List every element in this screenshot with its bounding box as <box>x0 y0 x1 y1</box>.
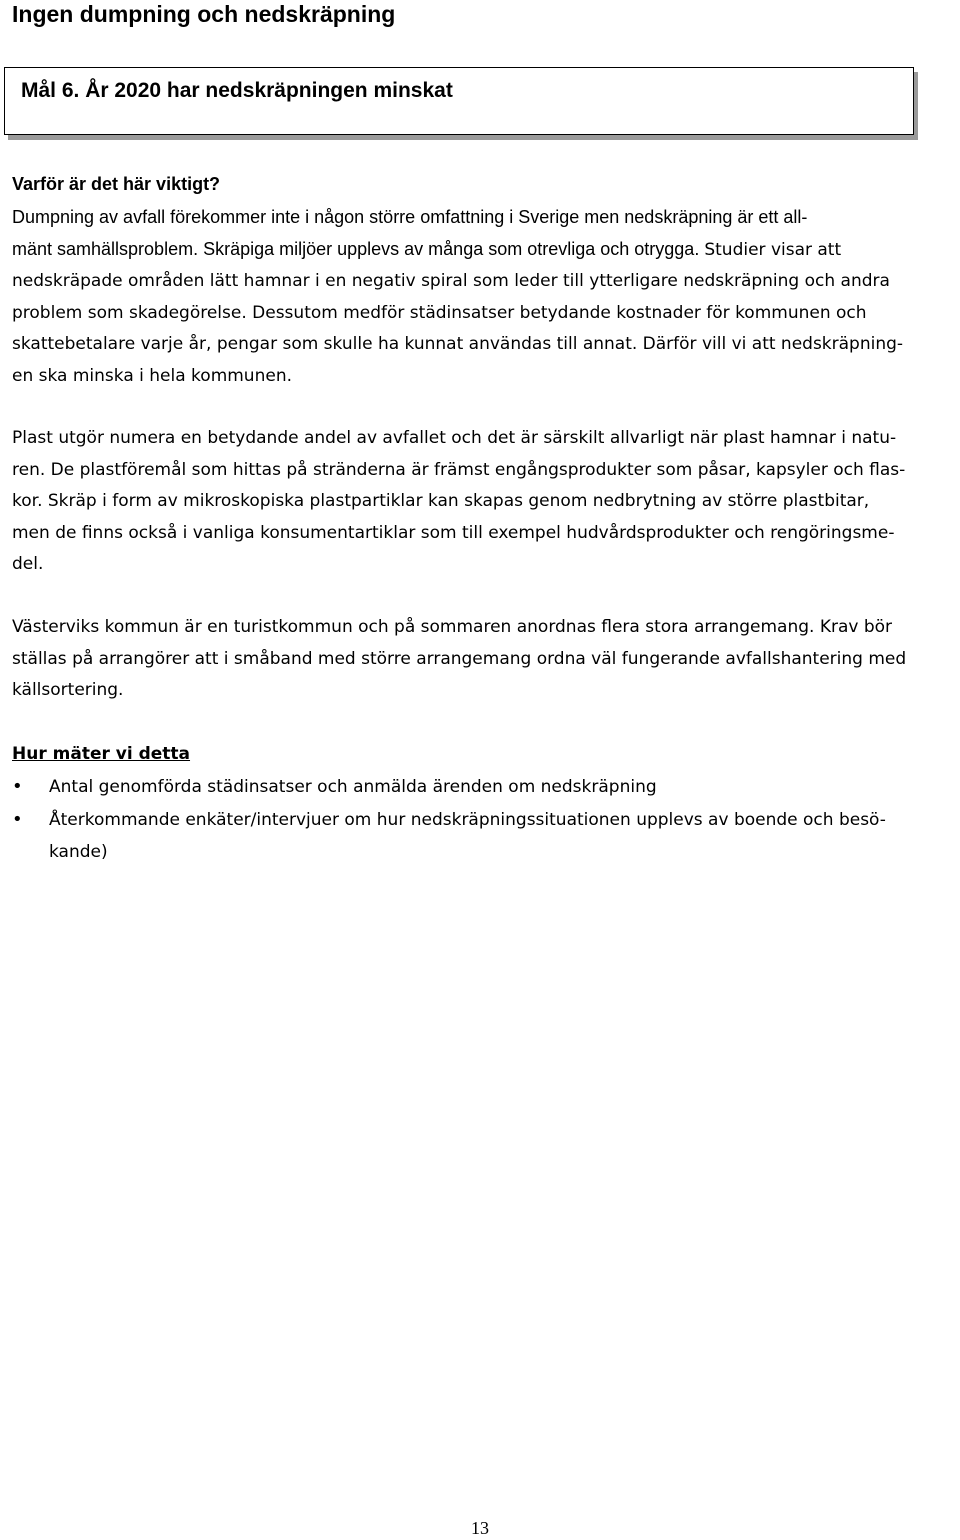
why-paragraph-2 <box>12 423 905 581</box>
paragraph-line: ren. De plastföremål som hittas på stränderna är främst engångsprodukter som påsar, kapsyler och flas- <box>12 459 906 480</box>
list-item <box>12 804 886 868</box>
paragraph-line: ställas på arrangörer att i småband med större arrangemang ordna väl fungerande avfallshantering med <box>12 648 907 669</box>
paragraph-line: skattebetalare varje år, pengar som skulle ha kunnat användas till annat. Därför vill vi att nedskräpning- <box>12 334 904 354</box>
paragraph-line: men de finns också i vanliga konsumentartiklar som till exempel hudvårdsprodukter och rengöringsme- <box>12 522 895 543</box>
paragraph-line: Västerviks kommun är en turistkommun och på sommaren anordnas flera stora arrangemang. Krav bör <box>12 617 893 637</box>
paragraph-line: en ska minska i hela kommunen. <box>12 365 292 386</box>
paragraph-line: del. <box>12 554 44 574</box>
bullet-icon: • <box>12 776 23 797</box>
paragraph-line: Plast utgör numera en betydande andel av avfallet och det är särskilt allvarligt när plast hamnar i natu- <box>12 428 897 448</box>
measure-list <box>12 771 886 868</box>
why-paragraph-1 <box>12 202 903 392</box>
page-title: Ingen dumpning och nedskräpning <box>12 1 396 27</box>
bullet-icon: • <box>12 809 23 830</box>
paragraph-line: Dumpning av avfall förekommer inte i någon större omfattning i Sverige men nedskräpning är ett all- <box>12 207 808 227</box>
goal-box <box>4 67 914 135</box>
paragraph-line: problem som skadegörelse. Dessutom medför städinsatser betydande kostnader för kommunen och <box>12 302 867 323</box>
list-item <box>12 771 886 803</box>
why-heading: Varför är det här viktigt? <box>12 174 221 194</box>
why-paragraph-3 <box>12 612 906 707</box>
paragraph-line: nedskräpade områden lätt hamnar i en negativ spiral som leder till ytterligare nedskräpning och andra <box>12 271 890 291</box>
list-item-line: kande) <box>49 842 108 862</box>
goal-text: Mål 6. År 2020 har nedskräpningen minskat <box>21 79 453 102</box>
paragraph-line: mänt samhällsproblem. Skräpiga miljöer upplevs av många som otrevliga och otrygga. Studier visar att <box>12 238 842 260</box>
page-number: 13 <box>471 1518 489 1538</box>
paragraph-line-continuation: Studier visar att <box>704 239 842 260</box>
measure-heading: Hur mäter vi detta <box>12 744 191 764</box>
paragraph-line: källsortering. <box>12 680 124 700</box>
paragraph-line: kor. Skräp i form av mikroskopiska plastpartiklar kan skapas genom nedbrytning av större plastbitar, <box>12 491 870 511</box>
list-item-line: Återkommande enkäter/intervjuer om hur nedskräpningssituationen upplevs av boende och besö- <box>49 810 886 830</box>
list-item-line: Antal genomförda städinsatser och anmälda ärenden om nedskräpning <box>49 777 657 797</box>
